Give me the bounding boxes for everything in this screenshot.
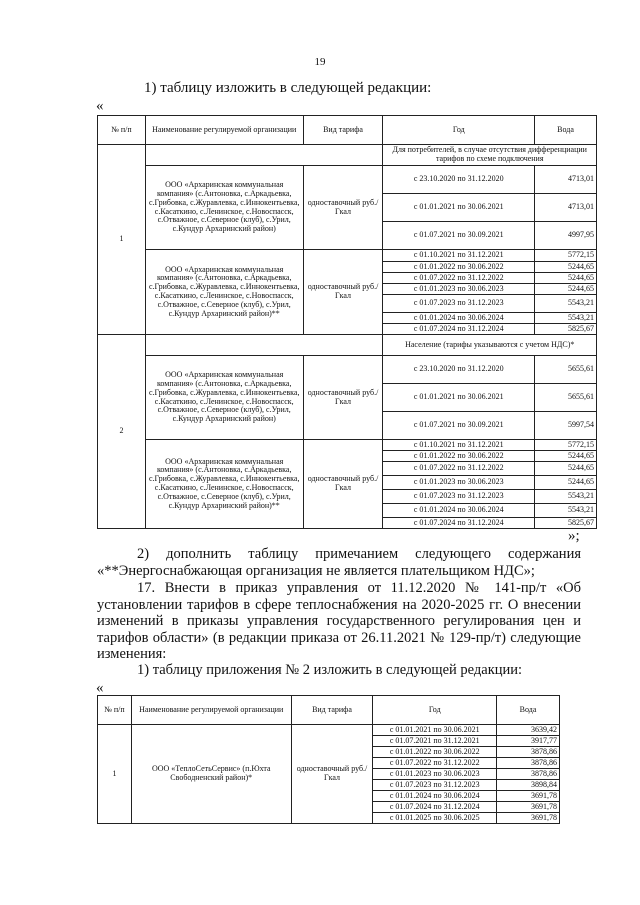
period: с 01.07.2022 по 31.12.2022 [373, 758, 497, 769]
org-name: ООО «ТеплоСетьСервис» (п.Юхта Свободненский район)* [131, 725, 291, 824]
water-value: 3898,84 [497, 780, 560, 791]
water-value: 3639,42 [497, 725, 560, 736]
period: с 01.07.2023 по 31.12.2023 [373, 780, 497, 791]
item1-heading: 1) таблицу изложить в следующей редакции: [144, 80, 432, 96]
tariff-type: одноставочный руб./Гкал [303, 166, 383, 250]
period: с 01.01.2025 по 30.06.2025 [373, 813, 497, 824]
water-value: 5543,21 [535, 313, 597, 324]
period: с 01.01.2023 по 30.06.2023 [383, 284, 535, 295]
close-quote: »; [568, 528, 580, 544]
water-value: 3691,78 [497, 802, 560, 813]
tariff-type: одноставочный руб./Гкал [291, 725, 373, 824]
period: с 01.01.2024 по 30.06.2024 [373, 791, 497, 802]
section-title: Население (тарифы указываются с учетом НДС)* [383, 335, 597, 356]
water-value: 3878,86 [497, 758, 560, 769]
water-value: 5772,15 [535, 250, 597, 262]
water-value: 4713,01 [535, 166, 597, 194]
tariff-table-1 [97, 115, 597, 529]
item17-sub1: 1) таблицу приложения № 2 изложить в следующей редакции: [137, 662, 523, 678]
tariff-type: одноставочный руб./Гкал [303, 440, 383, 529]
tariff-type: одноставочный руб./Гкал [303, 356, 383, 440]
row-number: 2 [98, 335, 146, 529]
table-header-row [98, 116, 597, 145]
period: с 23.10.2020 по 31.12.2020 [383, 166, 535, 194]
period: с 01.01.2023 по 30.06.2023 [373, 769, 497, 780]
period: с 01.01.2024 по 30.06.2024 [383, 313, 535, 324]
water-value: 3878,86 [497, 747, 560, 758]
water-value: 5543,21 [535, 295, 597, 313]
water-value: 5543,21 [535, 490, 597, 504]
period: с 01.07.2021 по 30.09.2021 [383, 222, 535, 250]
row-number: 1 [98, 145, 146, 335]
water-value: 3691,78 [497, 813, 560, 824]
period: с 01.07.2021 по 31.12.2021 [373, 736, 497, 747]
water-value: 5543,21 [535, 504, 597, 518]
period: с 01.01.2021 по 30.06.2021 [383, 384, 535, 412]
water-value: 5244,65 [535, 262, 597, 273]
header-num: № п/п [98, 116, 146, 145]
org-name: ООО «Архаринская коммунальная компания» (с.Антоновка, с.Аркадьевка, с.Грибовка, с.Журавлевка, с.Иннокентьевка, с.Касаткино, с.Ленинское, с.Новоспасск, с.Отважное, с.Северное (клуб), с.Урил, с.Кундур Архаринский район)** [145, 250, 303, 335]
period: с 01.07.2021 по 30.09.2021 [383, 412, 535, 440]
section-title: Для потребителей, в случае отсутствия дифференциации тарифов по схеме подключения [383, 145, 597, 166]
water-value: 5244,65 [535, 284, 597, 295]
tariff-table-2 [97, 695, 560, 824]
water-value: 5997,54 [535, 412, 597, 440]
period: с 01.01.2022 по 30.06.2022 [373, 747, 497, 758]
water-value: 5244,65 [535, 273, 597, 284]
header-tariff-type: Вид тарифа [291, 696, 373, 725]
water-value: 4713,01 [535, 194, 597, 222]
org-name: ООО «Архаринская коммунальная компания» (с.Антоновка, с.Аркадьевка, с.Грибовка, с.Журавлевка, с.Иннокентьевка, с.Касаткино, с.Ленинское, с.Новоспасск, с.Отважное, с.Северное (клуб), с.Урил, с.Кундур Архаринский район)** [145, 440, 303, 529]
header-water: Вода [535, 116, 597, 145]
period: с 01.07.2023 по 31.12.2023 [383, 490, 535, 504]
header-year: Год [383, 116, 535, 145]
water-value: 3878,86 [497, 769, 560, 780]
period: с 01.10.2021 по 31.12.2021 [383, 440, 535, 451]
water-value: 5244,65 [535, 476, 597, 490]
period: с 01.01.2024 по 30.06.2024 [383, 504, 535, 518]
item17-paragraph: 17. Внести в приказ управления от 11.12.2020 № 141-пр/т «Об установлении тарифов в сфере теплоснабжения на 2020-2025 гг. О внесении изменений в приказы управления государственного регулирования цен и тарифов области» (в редакции приказа от 26.11.2021 № 129-пр/т) следующие изменения: [97, 580, 581, 662]
org-name: ООО «Архаринская коммунальная компания» (с.Антоновка, с.Аркадьевка, с.Грибовка, с.Журавлевка, с.Иннокентьевка, с.Касаткино, с.Ленинское, с.Новоспасск, с.Отважное, с.Северное (клуб), с.Урил, с.Кундур Архаринский район) [145, 166, 303, 250]
water-value: 3691,78 [497, 791, 560, 802]
period: с 01.07.2022 по 31.12.2022 [383, 273, 535, 284]
period: с 01.01.2021 по 30.06.2021 [383, 194, 535, 222]
water-value: 5825,67 [535, 518, 597, 529]
open-quote-2: « [96, 680, 104, 696]
period: с 01.07.2024 по 31.12.2024 [383, 324, 535, 335]
period: с 01.10.2021 по 31.12.2021 [383, 250, 535, 262]
water-value: 3917,77 [497, 736, 560, 747]
period: с 01.07.2024 по 31.12.2024 [383, 518, 535, 529]
header-year: Год [373, 696, 497, 725]
period: с 01.01.2022 по 30.06.2022 [383, 262, 535, 273]
period: с 01.01.2022 по 30.06.2022 [383, 451, 535, 462]
water-value: 4997,95 [535, 222, 597, 250]
header-org: Наименование регулируемой организации [145, 116, 303, 145]
section-row [98, 335, 597, 356]
item2-paragraph: 2) дополнить таблицу примечанием следующего содержания «**Энергоснабжающая организация не является плательщиком НДС»; [97, 546, 581, 579]
period: с 01.07.2024 по 31.12.2024 [373, 802, 497, 813]
period: с 01.01.2021 по 30.06.2021 [373, 725, 497, 736]
header-org: Наименование регулируемой организации [131, 696, 291, 725]
header-num: № п/п [98, 696, 132, 725]
org-name: ООО «Архаринская коммунальная компания» (с.Антоновка, с.Аркадьевка, с.Грибовка, с.Журавлевка, с.Иннокентьевка, с.Касаткино, с.Ленинское, с.Новоспасск, с.Отважное, с.Северное (клуб), с.Урил, с.Кундур Архаринский район) [145, 356, 303, 440]
water-value: 5772,15 [535, 440, 597, 451]
water-value: 5655,61 [535, 384, 597, 412]
water-value: 5244,65 [535, 462, 597, 476]
header-water: Вода [497, 696, 560, 725]
period: с 23.10.2020 по 31.12.2020 [383, 356, 535, 384]
period: с 01.07.2023 по 31.12.2023 [383, 295, 535, 313]
section-row [98, 145, 597, 166]
water-value: 5655,61 [535, 356, 597, 384]
open-quote: « [96, 98, 104, 114]
period: с 01.07.2022 по 31.12.2022 [383, 462, 535, 476]
page-number: 19 [314, 56, 326, 68]
table-header-row [98, 696, 560, 725]
period: с 01.01.2023 по 30.06.2023 [383, 476, 535, 490]
water-value: 5244,65 [535, 451, 597, 462]
row-number: 1 [98, 725, 132, 824]
tariff-type: одноставочный руб./Гкал [303, 250, 383, 335]
header-tariff-type: Вид тарифа [303, 116, 383, 145]
water-value: 5825,67 [535, 324, 597, 335]
